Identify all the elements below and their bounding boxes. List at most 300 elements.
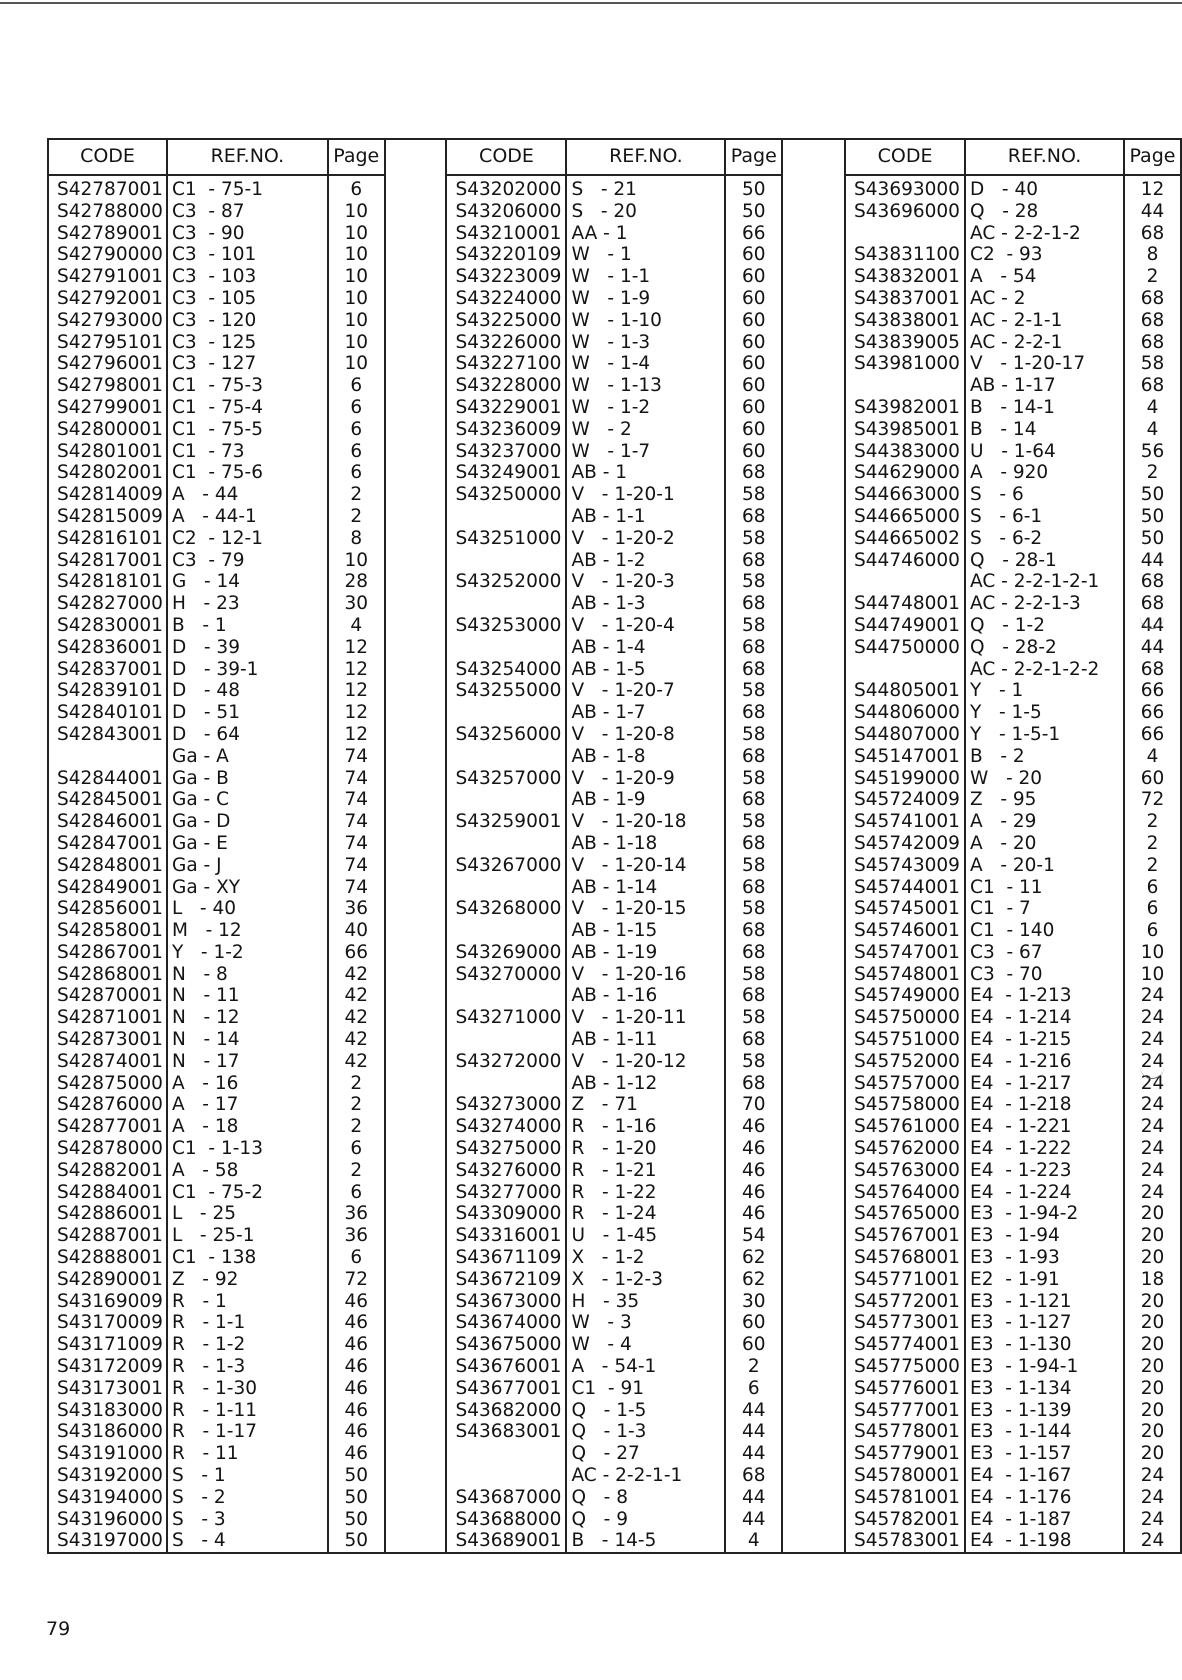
column-gap bbox=[782, 1269, 845, 1291]
ref-no-cell: C1 - 75-2 bbox=[167, 1182, 328, 1204]
code-cell: S44746000 bbox=[845, 550, 965, 572]
ref-no-cell: C1 - 73 bbox=[167, 441, 328, 463]
ref-no-cell: AC - 2-2-1-2 bbox=[965, 223, 1124, 245]
code-cell: S42800001 bbox=[48, 419, 167, 441]
column-gap bbox=[385, 288, 447, 310]
page-cell: 50 bbox=[328, 1465, 385, 1487]
column-gap bbox=[782, 397, 845, 419]
ref-no-cell: S - 3 bbox=[167, 1509, 328, 1531]
ref-no-cell: U - 1-64 bbox=[965, 441, 1124, 463]
page-cell: 4 bbox=[1124, 397, 1181, 419]
code-cell: S43831100 bbox=[845, 244, 965, 266]
code-cell: S45758000 bbox=[845, 1094, 965, 1116]
code-cell: S45761000 bbox=[845, 1116, 965, 1138]
page-cell: 24 bbox=[1124, 985, 1181, 1007]
page-cell: 6 bbox=[1124, 920, 1181, 942]
table-row bbox=[48, 419, 1181, 441]
page-cell: 46 bbox=[328, 1421, 385, 1443]
page-cell: 12 bbox=[328, 659, 385, 681]
ref-no-cell: S - 21 bbox=[566, 175, 725, 201]
ref-no-cell: AB - 1-15 bbox=[566, 920, 725, 942]
column-gap bbox=[385, 637, 447, 659]
ref-no-cell: R - 1-17 bbox=[167, 1421, 328, 1443]
code-cell: S43272000 bbox=[446, 1051, 566, 1073]
code-cell: S43276000 bbox=[446, 1160, 566, 1182]
code-cell: S43255000 bbox=[446, 680, 566, 702]
page-cell: 58 bbox=[725, 484, 782, 506]
code-cell bbox=[446, 746, 566, 768]
code-cell: S42844001 bbox=[48, 768, 167, 790]
code-cell: S42787001 bbox=[48, 175, 167, 201]
column-gap bbox=[782, 375, 845, 397]
code-cell: S43194000 bbox=[48, 1487, 167, 1509]
code-cell: S43837001 bbox=[845, 288, 965, 310]
column-gap bbox=[385, 1356, 447, 1378]
column-gap bbox=[782, 1029, 845, 1051]
ref-no-cell: Q - 8 bbox=[566, 1487, 725, 1509]
ref-no-cell: AB - 1-17 bbox=[965, 375, 1124, 397]
ref-no-cell: C3 - 67 bbox=[965, 942, 1124, 964]
code-cell: S43251000 bbox=[446, 528, 566, 550]
page-cell: 68 bbox=[725, 1073, 782, 1095]
page-cell: 46 bbox=[328, 1291, 385, 1313]
column-gap bbox=[385, 942, 447, 964]
ref-no-cell: V - 1-20-7 bbox=[566, 680, 725, 702]
page-cell: 60 bbox=[725, 266, 782, 288]
ref-no-cell: E4 - 1-215 bbox=[965, 1029, 1124, 1051]
page-cell: 6 bbox=[328, 175, 385, 201]
ref-no-cell: E4 - 1-213 bbox=[965, 985, 1124, 1007]
ref-no-cell: R - 1-11 bbox=[167, 1400, 328, 1422]
page-cell: 68 bbox=[725, 1029, 782, 1051]
column-gap bbox=[385, 506, 447, 528]
column-gap bbox=[782, 1312, 845, 1334]
page-cell: 68 bbox=[1124, 288, 1181, 310]
page-cell: 46 bbox=[725, 1182, 782, 1204]
ref-no-cell: AB - 1-4 bbox=[566, 637, 725, 659]
page-cell: 60 bbox=[725, 332, 782, 354]
code-cell: S45757000 bbox=[845, 1073, 965, 1095]
code-cell: S45748001 bbox=[845, 964, 965, 986]
code-cell: S45777001 bbox=[845, 1400, 965, 1422]
code-cell: S44805001 bbox=[845, 680, 965, 702]
page-cell: 60 bbox=[725, 353, 782, 375]
code-cell: S42816101 bbox=[48, 528, 167, 550]
table-row bbox=[48, 855, 1181, 877]
ref-no-cell: S - 6 bbox=[965, 484, 1124, 506]
ref-no-cell: W - 1-4 bbox=[566, 353, 725, 375]
code-cell: S43183000 bbox=[48, 1400, 167, 1422]
table-row bbox=[48, 593, 1181, 615]
table-row bbox=[48, 811, 1181, 833]
ref-no-cell: E3 - 1-130 bbox=[965, 1334, 1124, 1356]
code-cell: S45778001 bbox=[845, 1421, 965, 1443]
ref-no-cell: W - 1-9 bbox=[566, 288, 725, 310]
code-cell: S44665000 bbox=[845, 506, 965, 528]
column-gap bbox=[782, 985, 845, 1007]
page-cell: 66 bbox=[725, 223, 782, 245]
code-cell: S45767001 bbox=[845, 1225, 965, 1247]
page-cell: 44 bbox=[1124, 201, 1181, 223]
code-cell: S43226000 bbox=[446, 332, 566, 354]
code-cell: S43675000 bbox=[446, 1334, 566, 1356]
column-gap bbox=[782, 680, 845, 702]
page-cell: 68 bbox=[1124, 571, 1181, 593]
page-cell: 6 bbox=[328, 375, 385, 397]
table-row bbox=[48, 244, 1181, 266]
column-gap bbox=[782, 1400, 845, 1422]
ref-no-cell: R - 1-21 bbox=[566, 1160, 725, 1182]
column-gap bbox=[782, 659, 845, 681]
ref-no-cell: D - 64 bbox=[167, 724, 328, 746]
table-row bbox=[48, 1051, 1181, 1073]
page-cell: 60 bbox=[725, 375, 782, 397]
ref-no-cell: D - 39-1 bbox=[167, 659, 328, 681]
ref-no-cell: R - 1-16 bbox=[566, 1116, 725, 1138]
table-row bbox=[48, 397, 1181, 419]
code-cell: S45776001 bbox=[845, 1378, 965, 1400]
page-cell: 46 bbox=[328, 1378, 385, 1400]
code-cell: S42801001 bbox=[48, 441, 167, 463]
page-cell: 12 bbox=[328, 680, 385, 702]
code-cell: S43275000 bbox=[446, 1138, 566, 1160]
code-cell: S43259001 bbox=[446, 811, 566, 833]
page-cell: 56 bbox=[1124, 441, 1181, 463]
page-cell: 68 bbox=[725, 877, 782, 899]
column-gap bbox=[782, 1073, 845, 1095]
table-row bbox=[48, 768, 1181, 790]
column-gap bbox=[385, 1073, 447, 1095]
code-cell: S43173001 bbox=[48, 1378, 167, 1400]
code-cell: S44748001 bbox=[845, 593, 965, 615]
table-row bbox=[48, 615, 1181, 637]
page-cell: 2 bbox=[725, 1356, 782, 1378]
page-cell: 68 bbox=[725, 942, 782, 964]
code-cell: S43839005 bbox=[845, 332, 965, 354]
code-cell: S43254000 bbox=[446, 659, 566, 681]
ref-no-cell: E3 - 1-144 bbox=[965, 1421, 1124, 1443]
page-cell: 58 bbox=[725, 1007, 782, 1029]
column-gap bbox=[385, 920, 447, 942]
page-cell: 40 bbox=[328, 920, 385, 942]
table-row bbox=[48, 659, 1181, 681]
ref-no-cell: W - 2 bbox=[566, 419, 725, 441]
table-row bbox=[48, 1465, 1181, 1487]
column-gap bbox=[385, 1116, 447, 1138]
code-cell: S43273000 bbox=[446, 1094, 566, 1116]
table-row bbox=[48, 1443, 1181, 1465]
column-gap bbox=[782, 1530, 845, 1553]
code-cell: S43186000 bbox=[48, 1421, 167, 1443]
page-cell: 46 bbox=[725, 1203, 782, 1225]
code-cell: S43268000 bbox=[446, 898, 566, 920]
ref-no-cell: N - 17 bbox=[167, 1051, 328, 1073]
column-gap bbox=[782, 1465, 845, 1487]
code-cell: S42799001 bbox=[48, 397, 167, 419]
ref-no-cell: E4 - 1-218 bbox=[965, 1094, 1124, 1116]
page-cell: 58 bbox=[725, 571, 782, 593]
ref-no-cell: C1 - 75-6 bbox=[167, 462, 328, 484]
ref-no-cell: Ga - D bbox=[167, 811, 328, 833]
column-gap bbox=[385, 1443, 447, 1465]
page-cell: 44 bbox=[725, 1400, 782, 1422]
ref-no-cell: V - 1-20-8 bbox=[566, 724, 725, 746]
page-cell: 66 bbox=[1124, 724, 1181, 746]
column-gap bbox=[385, 1160, 447, 1182]
code-cell: S42867001 bbox=[48, 942, 167, 964]
code-cell: S43250000 bbox=[446, 484, 566, 506]
page-cell: 2 bbox=[328, 484, 385, 506]
ref-no-cell: Q - 28 bbox=[965, 201, 1124, 223]
ref-no-cell: A - 54-1 bbox=[566, 1356, 725, 1378]
column-gap bbox=[782, 1116, 845, 1138]
code-cell: S45773001 bbox=[845, 1312, 965, 1334]
page-cell: 68 bbox=[725, 550, 782, 572]
code-cell: S42890001 bbox=[48, 1269, 167, 1291]
code-cell: S42878000 bbox=[48, 1138, 167, 1160]
code-cell: S42848001 bbox=[48, 855, 167, 877]
ref-no-cell: M - 12 bbox=[167, 920, 328, 942]
code-cell: S42887001 bbox=[48, 1225, 167, 1247]
code-cell: S42817001 bbox=[48, 550, 167, 572]
code-cell: S43674000 bbox=[446, 1312, 566, 1334]
page-cell: 20 bbox=[1124, 1203, 1181, 1225]
column-gap bbox=[782, 1291, 845, 1313]
table-row bbox=[48, 528, 1181, 550]
ref-no-cell: E3 - 1-139 bbox=[965, 1400, 1124, 1422]
page-cell: 24 bbox=[1124, 1487, 1181, 1509]
ref-no-cell: V - 1-20-9 bbox=[566, 768, 725, 790]
ref-no-cell: E2 - 1-91 bbox=[965, 1269, 1124, 1291]
ref-no-cell: C1 - 75-1 bbox=[167, 175, 328, 201]
ref-no-cell: Q - 27 bbox=[566, 1443, 725, 1465]
column-gap bbox=[782, 1443, 845, 1465]
column-gap bbox=[782, 789, 845, 811]
code-cell: S43672109 bbox=[446, 1269, 566, 1291]
page-cell: 10 bbox=[328, 244, 385, 266]
page-cell: 10 bbox=[328, 332, 385, 354]
code-cell bbox=[845, 571, 965, 593]
code-cell bbox=[446, 637, 566, 659]
column-gap bbox=[782, 1094, 845, 1116]
ref-no-cell: W - 20 bbox=[965, 768, 1124, 790]
ref-no-cell: Ga - B bbox=[167, 768, 328, 790]
page-cell: 74 bbox=[328, 833, 385, 855]
page-cell: 10 bbox=[328, 353, 385, 375]
page-cell: 42 bbox=[328, 964, 385, 986]
page-cell: 68 bbox=[725, 920, 782, 942]
column-gap bbox=[782, 637, 845, 659]
column-gap bbox=[782, 724, 845, 746]
code-cell: S43210001 bbox=[446, 223, 566, 245]
ref-no-cell: AC - 2-2-1 bbox=[965, 332, 1124, 354]
page-cell: 46 bbox=[725, 1116, 782, 1138]
column-gap bbox=[782, 223, 845, 245]
code-cell: S44806000 bbox=[845, 702, 965, 724]
ref-no-cell: C3 - 127 bbox=[167, 353, 328, 375]
column-gap bbox=[385, 1029, 447, 1051]
column-gap bbox=[385, 441, 447, 463]
ref-no-cell: E4 - 1-187 bbox=[965, 1509, 1124, 1531]
page-cell: 20 bbox=[1124, 1356, 1181, 1378]
table-row bbox=[48, 288, 1181, 310]
ref-no-cell: C3 - 90 bbox=[167, 223, 328, 245]
code-cell: S42798001 bbox=[48, 375, 167, 397]
code-cell: S42792001 bbox=[48, 288, 167, 310]
ref-no-cell: Z - 92 bbox=[167, 1269, 328, 1291]
table-row bbox=[48, 571, 1181, 593]
code-cell: S42858001 bbox=[48, 920, 167, 942]
ref-no-cell: A - 58 bbox=[167, 1160, 328, 1182]
column-gap bbox=[782, 571, 845, 593]
table-row bbox=[48, 1421, 1181, 1443]
ref-no-cell: E4 - 1-223 bbox=[965, 1160, 1124, 1182]
page-cell: 74 bbox=[328, 746, 385, 768]
page-cell: 2 bbox=[1124, 855, 1181, 877]
table-row bbox=[48, 1138, 1181, 1160]
page-cell: 74 bbox=[328, 768, 385, 790]
ref-no-cell: E3 - 1-94-2 bbox=[965, 1203, 1124, 1225]
column-gap bbox=[385, 462, 447, 484]
column-gap bbox=[782, 811, 845, 833]
header-ref-no: REF.NO. bbox=[167, 139, 328, 175]
column-gap bbox=[782, 175, 845, 201]
table-row bbox=[48, 223, 1181, 245]
column-gap bbox=[385, 375, 447, 397]
table-row bbox=[48, 266, 1181, 288]
code-cell: S42874001 bbox=[48, 1051, 167, 1073]
ref-no-cell: AB - 1 bbox=[566, 462, 725, 484]
ref-no-cell: Q - 9 bbox=[566, 1509, 725, 1531]
ref-no-cell: E4 - 1-216 bbox=[965, 1051, 1124, 1073]
header-code: CODE bbox=[446, 139, 566, 175]
page-cell: 2 bbox=[328, 506, 385, 528]
code-cell: S45741001 bbox=[845, 811, 965, 833]
ref-no-cell: W - 1-1 bbox=[566, 266, 725, 288]
ref-no-cell: AB - 1-14 bbox=[566, 877, 725, 899]
ref-no-cell: C1 - 140 bbox=[965, 920, 1124, 942]
column-gap bbox=[385, 659, 447, 681]
page-cell: 24 bbox=[1124, 1007, 1181, 1029]
column-gap bbox=[385, 964, 447, 986]
ref-no-cell: X - 1-2-3 bbox=[566, 1269, 725, 1291]
page-cell: 60 bbox=[725, 1312, 782, 1334]
page-cell: 46 bbox=[328, 1443, 385, 1465]
table-row bbox=[48, 550, 1181, 572]
code-cell: S45768001 bbox=[845, 1247, 965, 1269]
page-cell: 8 bbox=[1124, 244, 1181, 266]
code-cell bbox=[446, 1443, 566, 1465]
code-cell: S44383000 bbox=[845, 441, 965, 463]
page-cell: 6 bbox=[328, 397, 385, 419]
page-cell: 24 bbox=[1124, 1094, 1181, 1116]
code-cell bbox=[446, 789, 566, 811]
ref-no-cell: C3 - 125 bbox=[167, 332, 328, 354]
page-cell: 20 bbox=[1124, 1443, 1181, 1465]
page-cell: 44 bbox=[1124, 615, 1181, 637]
column-gap bbox=[782, 1247, 845, 1269]
ref-no-cell: AB - 1-7 bbox=[566, 702, 725, 724]
ref-no-cell: W - 4 bbox=[566, 1334, 725, 1356]
page-cell: 74 bbox=[328, 855, 385, 877]
page-cell: 24 bbox=[1124, 1182, 1181, 1204]
table-row bbox=[48, 964, 1181, 986]
code-cell: S42789001 bbox=[48, 223, 167, 245]
column-gap bbox=[385, 768, 447, 790]
page-cell: 6 bbox=[725, 1378, 782, 1400]
column-gap bbox=[385, 244, 447, 266]
code-cell: S44749001 bbox=[845, 615, 965, 637]
code-cell: S42839101 bbox=[48, 680, 167, 702]
ref-no-cell: A - 18 bbox=[167, 1116, 328, 1138]
page-cell: 68 bbox=[1124, 223, 1181, 245]
code-cell bbox=[845, 223, 965, 245]
page-cell: 72 bbox=[328, 1269, 385, 1291]
page-cell: 60 bbox=[725, 397, 782, 419]
code-cell: S42886001 bbox=[48, 1203, 167, 1225]
page-cell: 68 bbox=[725, 789, 782, 811]
ref-no-cell: AB - 1-2 bbox=[566, 550, 725, 572]
page-cell: 36 bbox=[328, 1203, 385, 1225]
ref-no-cell: C1 - 75-5 bbox=[167, 419, 328, 441]
page-cell: 66 bbox=[328, 942, 385, 964]
column-gap bbox=[385, 1378, 447, 1400]
table-row bbox=[48, 985, 1181, 1007]
page-cell: 20 bbox=[1124, 1378, 1181, 1400]
code-cell: S45782001 bbox=[845, 1509, 965, 1531]
code-cell bbox=[446, 985, 566, 1007]
ref-no-cell: C3 - 79 bbox=[167, 550, 328, 572]
table-row bbox=[48, 484, 1181, 506]
page-cell: 6 bbox=[328, 419, 385, 441]
code-cell: S42856001 bbox=[48, 898, 167, 920]
page-cell: 20 bbox=[1124, 1225, 1181, 1247]
column-gap bbox=[385, 1007, 447, 1029]
table-row bbox=[48, 1509, 1181, 1531]
page-cell: 46 bbox=[725, 1138, 782, 1160]
ref-no-cell: B - 2 bbox=[965, 746, 1124, 768]
code-cell: S45747001 bbox=[845, 942, 965, 964]
code-cell: S43192000 bbox=[48, 1465, 167, 1487]
column-gap bbox=[385, 898, 447, 920]
table-row bbox=[48, 637, 1181, 659]
code-cell: S43172009 bbox=[48, 1356, 167, 1378]
ref-no-cell: E4 - 1-214 bbox=[965, 1007, 1124, 1029]
column-gap bbox=[782, 310, 845, 332]
page-cell: 2 bbox=[1124, 811, 1181, 833]
table-row bbox=[48, 680, 1181, 702]
page-cell: 50 bbox=[1124, 528, 1181, 550]
page-cell: 6 bbox=[328, 1247, 385, 1269]
page-cell: 24 bbox=[1124, 1138, 1181, 1160]
code-cell bbox=[446, 1465, 566, 1487]
column-gap bbox=[782, 201, 845, 223]
page-cell: 44 bbox=[725, 1487, 782, 1509]
page-cell: 58 bbox=[725, 680, 782, 702]
page-cell: 36 bbox=[328, 1225, 385, 1247]
page-cell: 10 bbox=[1124, 942, 1181, 964]
ref-no-cell: V - 1-20-15 bbox=[566, 898, 725, 920]
code-cell: S45199000 bbox=[845, 768, 965, 790]
ref-no-cell: AB - 1-16 bbox=[566, 985, 725, 1007]
code-cell: S42849001 bbox=[48, 877, 167, 899]
code-cell: S42884001 bbox=[48, 1182, 167, 1204]
column-gap bbox=[782, 920, 845, 942]
page-cell: 58 bbox=[725, 615, 782, 637]
column-gap bbox=[782, 550, 845, 572]
page-cell: 24 bbox=[1124, 1509, 1181, 1531]
ref-no-cell: Ga - E bbox=[167, 833, 328, 855]
